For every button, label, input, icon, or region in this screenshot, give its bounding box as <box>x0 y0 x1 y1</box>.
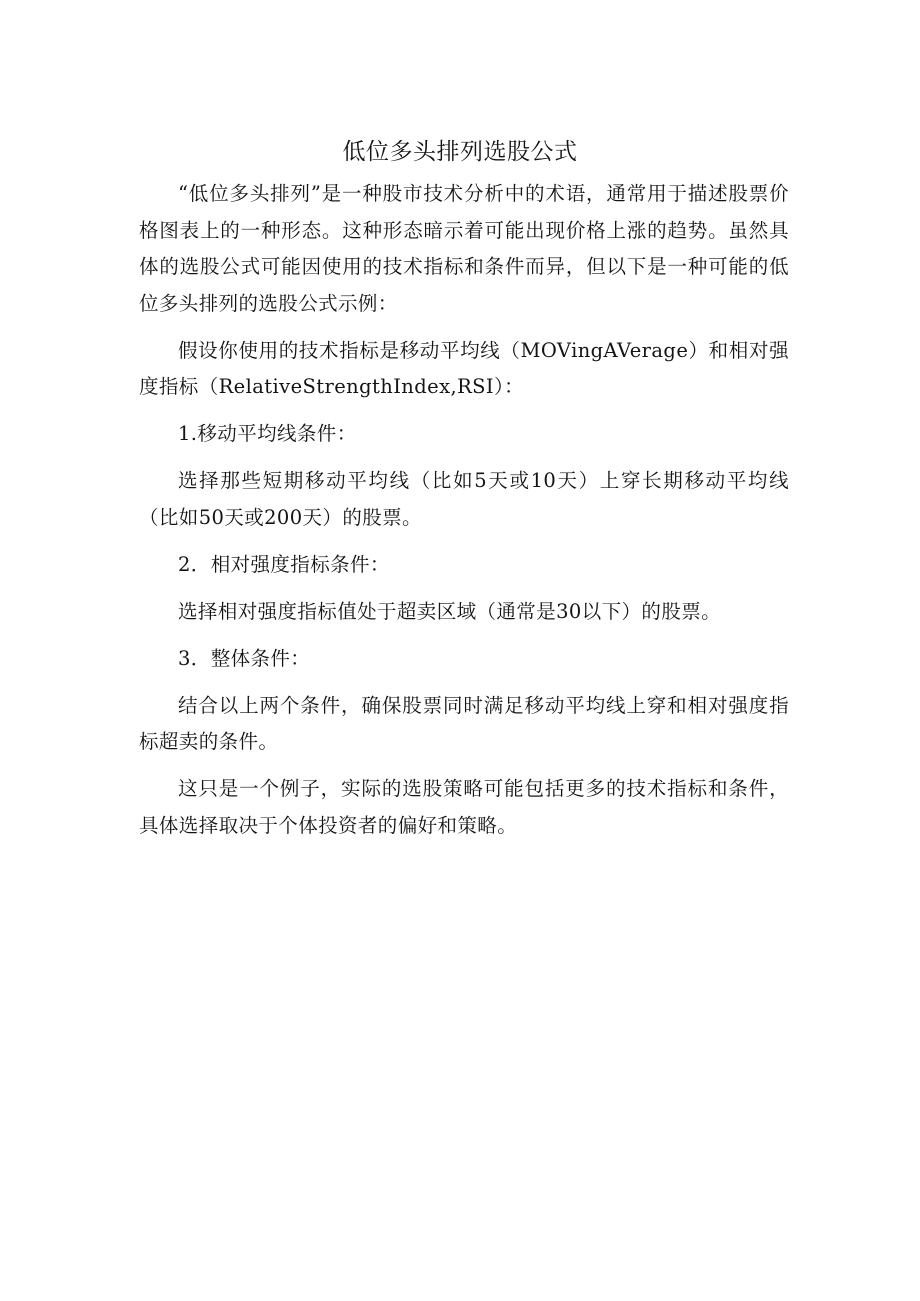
paragraph-rsi-condition: 选择相对强度指标值处于超卖区域（通常是30以下）的股票。 <box>178 599 722 623</box>
heading-ma-condition: 1.移动平均线条件： <box>178 422 357 445</box>
paragraph-intro: “低位多头排列”是一种股市技术分析中的术语，通常用于描述股票价格图表上的一种形态。这种形态暗示着可能出现价格上涨的趋势。虽然具体的选股公式可能因使用的技术指标和条件而异，但以下是一种可能的低位多头排列的选股公式示例： <box>139 182 789 315</box>
paragraph-ma-condition: 选择那些短期移动平均线（比如5天或10天）上穿长期移动平均线（比如50天或200天）的股票。 <box>139 469 789 529</box>
heading-overall-condition: 3．整体条件： <box>178 646 311 670</box>
paragraph-conclusion: 这只是一个例子，实际的选股策略可能包括更多的技术指标和条件，具体选择取决于个体投资者的偏好和策略。 <box>139 777 789 837</box>
document-title: 低位多头排列选股公式 <box>342 139 578 165</box>
document-body <box>139 176 789 844</box>
paragraph-indicators: 假设你使用的技术指标是移动平均线（MOVingAVerage）和相对强度指标（RelativeStrengthIndex,RSI）： <box>139 338 789 398</box>
paragraph-overall-condition: 结合以上两个条件，确保股票同时满足移动平均线上穿和相对强度指标超卖的条件。 <box>139 693 789 753</box>
heading-rsi-condition: 2．相对强度指标条件： <box>178 552 390 576</box>
